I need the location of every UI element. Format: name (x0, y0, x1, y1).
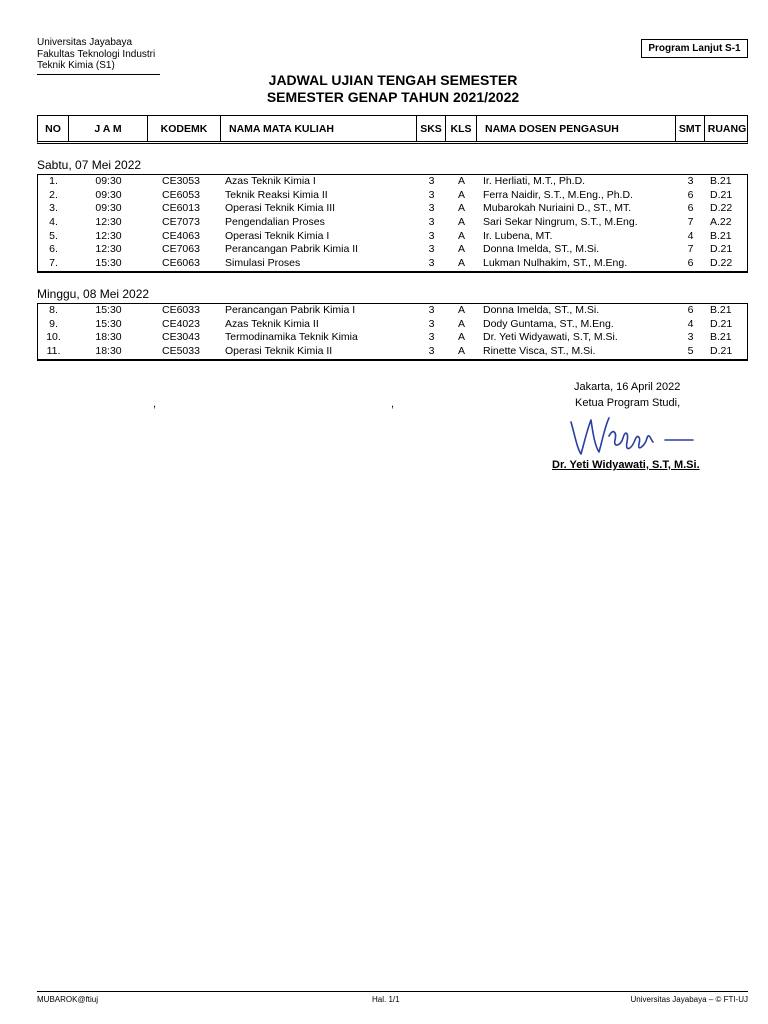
cell-no: 11. (46, 345, 61, 358)
cell-ruang: D.22 (710, 257, 733, 270)
cell-ruang: D.21 (710, 243, 733, 256)
cell-kode: CE6063 (162, 257, 200, 270)
cell-no: 7. (49, 257, 58, 270)
table-row (38, 345, 747, 359)
cell-sks: 3 (428, 175, 435, 187)
cell-no: 8. (49, 304, 58, 316)
cell-kls: A (457, 345, 465, 358)
cell-jam: 18:30 (95, 331, 122, 344)
institution-name: Universitas Jayabaya (37, 37, 133, 48)
cell-no: 2. (49, 188, 58, 201)
cell-mk: Termodinamika Teknik Kimia (225, 331, 358, 344)
col-header-jam: J A M (69, 116, 148, 141)
cell-mk: Operasi Teknik Kimia I (225, 229, 330, 242)
footer-right: Universitas Jayabaya – © FTI-UJ (630, 995, 748, 1004)
cell-sks: 3 (428, 243, 435, 256)
cell-no: 6. (49, 243, 58, 256)
handwritten-signature (565, 410, 705, 462)
cell-dosen: Dr. Yeti Widyawati, S.T, M.Si. (483, 331, 618, 344)
cell-mk: Operasi Teknik Kimia II (225, 345, 333, 358)
cell-dosen: Ir. Herliati, M.T., Ph.D. (483, 175, 586, 187)
cell-mk: Operasi Teknik Kimia III (225, 202, 336, 215)
cell-kls: A (457, 317, 465, 330)
cell-ruang: B.21 (710, 304, 732, 316)
cell-kls: A (457, 175, 465, 187)
footer-page: Hal. 1/1 (372, 995, 400, 1004)
cell-mk: Perancangan Pabrik Kimia II (225, 243, 359, 256)
institution-block (37, 37, 160, 75)
stray-comma-2: , (391, 398, 395, 410)
cell-kode: CE5033 (162, 345, 200, 358)
cell-jam: 09:30 (95, 188, 122, 201)
cell-no: 4. (49, 216, 58, 229)
cell-sks: 3 (428, 304, 435, 316)
cell-mk: Azas Teknik Kimia I (225, 175, 316, 187)
cell-dosen: Mubarokah Nuriaini D., ST., MT. (483, 202, 632, 215)
col-header-no: NO (38, 116, 69, 141)
faculty-name: Fakultas Teknologi Industri (37, 48, 156, 60)
col-header-nama-mk: NAMA MATA KULIAH (221, 116, 417, 141)
cell-ruang: D.22 (710, 202, 733, 215)
table-row (38, 230, 747, 244)
col-header-kodemk: KODEMK (148, 116, 221, 141)
cell-sks: 3 (428, 257, 435, 270)
cell-kls: A (457, 304, 465, 316)
table-row (38, 189, 747, 203)
cell-ruang: D.21 (710, 345, 733, 358)
cell-ruang: B.21 (710, 229, 732, 242)
cell-jam: 18:30 (95, 345, 122, 358)
program-label-box (641, 39, 748, 58)
cell-ruang: A.22 (710, 216, 732, 229)
cell-dosen: Ferra Naidir, S.T., M.Eng., Ph.D. (483, 188, 633, 201)
cell-mk: Azas Teknik Kimia II (225, 317, 319, 330)
cell-kode: CE4063 (162, 229, 200, 242)
department-name: Teknik Kimia (S1) (37, 60, 115, 71)
cell-no: 9. (49, 317, 58, 330)
cell-dosen: Donna Imelda, ST., M.Si. (483, 243, 600, 256)
cell-kls: A (457, 243, 465, 256)
cell-kls: A (457, 216, 465, 229)
cell-kls: A (457, 331, 465, 344)
cell-smt: 6 (687, 202, 694, 215)
document-title: JADWAL UJIAN TENGAH SEMESTER (268, 72, 518, 88)
cell-jam: 12:30 (95, 229, 122, 242)
cell-kode: CE6053 (162, 188, 200, 201)
cell-jam: 15:30 (95, 257, 122, 270)
cell-jam: 15:30 (95, 317, 122, 330)
cell-smt: 4 (687, 229, 694, 242)
cell-ruang: D.21 (710, 188, 733, 201)
day-label-sunday: Minggu, 08 Mei 2022 (37, 287, 150, 301)
table-header (37, 115, 748, 144)
signature-role: Ketua Program Studi, (575, 397, 681, 409)
program-label: Program Lanjut S-1 (648, 43, 741, 54)
cell-kls: A (457, 257, 465, 270)
cell-dosen: Ir. Lubena, MT. (483, 229, 553, 242)
cell-sks: 3 (428, 317, 435, 330)
signatory-name: Dr. Yeti Widyawati, S.T, M.Si. (552, 459, 700, 471)
schedule-block-sunday (37, 303, 748, 361)
cell-kode: CE7063 (162, 243, 200, 256)
table-row (38, 331, 747, 345)
table-row (38, 202, 747, 216)
cell-jam: 12:30 (95, 216, 122, 229)
document-subtitle: SEMESTER GENAP TAHUN 2021/2022 (266, 89, 520, 105)
footer-left: MUBAROK@ftiuj (37, 995, 99, 1004)
cell-kode: CE6033 (162, 304, 200, 316)
signature-place-date: Jakarta, 16 April 2022 (574, 381, 681, 393)
cell-kode: CE3053 (162, 175, 200, 187)
cell-mk: Pengendalian Proses (225, 216, 325, 229)
cell-jam: 12:30 (95, 243, 122, 256)
cell-ruang: D.21 (710, 317, 733, 330)
day-label-saturday: Sabtu, 07 Mei 2022 (37, 158, 142, 172)
cell-mk: Teknik Reaksi Kimia II (225, 188, 328, 201)
cell-kls: A (457, 229, 465, 242)
cell-kode: CE3043 (162, 331, 200, 344)
cell-kls: A (457, 202, 465, 215)
cell-smt: 3 (687, 175, 694, 187)
cell-dosen: Lukman Nulhakim, ST., M.Eng. (483, 257, 628, 270)
cell-smt: 6 (687, 257, 694, 270)
cell-jam: 09:30 (95, 202, 122, 215)
cell-sks: 3 (428, 229, 435, 242)
cell-jam: 15:30 (95, 304, 122, 316)
stray-comma-1: , (153, 398, 157, 410)
footer-divider (37, 991, 748, 992)
cell-dosen: Donna Imelda, ST., M.Si. (483, 304, 600, 316)
col-header-dosen: NAMA DOSEN PENGASUH (477, 116, 676, 141)
schedule-block-saturday (37, 174, 748, 273)
cell-smt: 6 (687, 188, 694, 201)
cell-dosen: Dody Guntama, ST., M.Eng. (483, 317, 614, 330)
cell-ruang: B.21 (710, 331, 732, 344)
cell-no: 3. (49, 202, 58, 215)
cell-smt: 7 (687, 216, 694, 229)
cell-kode: CE4023 (162, 317, 200, 330)
cell-smt: 6 (687, 304, 694, 316)
cell-smt: 5 (687, 345, 694, 358)
cell-dosen: Rinette Visca, ST., M.Si. (483, 345, 596, 358)
table-row (38, 257, 747, 271)
cell-jam: 09:30 (95, 175, 122, 187)
table-row (38, 243, 747, 257)
col-header-kls: KLS (446, 116, 477, 141)
cell-smt: 7 (687, 243, 694, 256)
table-row (38, 216, 747, 230)
cell-kode: CE7073 (162, 216, 200, 229)
cell-dosen: Sari Sekar Ningrum, S.T., M.Eng. (483, 216, 638, 229)
cell-kls: A (457, 188, 465, 201)
cell-sks: 3 (428, 216, 435, 229)
cell-sks: 3 (428, 345, 435, 358)
table-row (38, 318, 747, 332)
table-row (38, 304, 747, 318)
cell-smt: 3 (687, 331, 694, 344)
col-header-smt: SMT (676, 116, 705, 141)
cell-ruang: B.21 (710, 175, 732, 187)
cell-mk: Simulasi Proses (225, 257, 301, 270)
cell-sks: 3 (428, 331, 435, 344)
cell-smt: 4 (687, 317, 694, 330)
cell-sks: 3 (428, 202, 435, 215)
col-header-sks: SKS (417, 116, 446, 141)
cell-kode: CE6013 (162, 202, 200, 215)
cell-sks: 3 (428, 188, 435, 201)
col-header-ruang: RUANG (707, 122, 747, 135)
table-row (38, 175, 747, 189)
cell-no: 10. (46, 331, 61, 344)
cell-no: 1. (49, 175, 58, 187)
cell-no: 5. (49, 229, 58, 242)
cell-mk: Perancangan Pabrik Kimia I (225, 304, 356, 316)
